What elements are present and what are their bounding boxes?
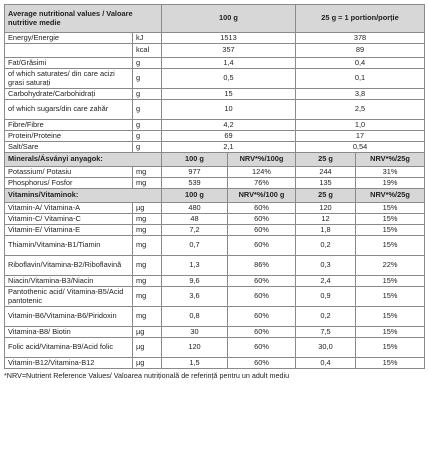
nrv-percent-100g: 124% bbox=[228, 167, 296, 178]
vitamins-per-25g-header: 25 g bbox=[296, 189, 356, 203]
average-values-header-row bbox=[5, 5, 425, 33]
nutrient-name: Phosphorus/ Fosfor bbox=[5, 178, 133, 189]
value-per-100g: 9,6 bbox=[162, 276, 228, 287]
vitamins-row bbox=[5, 276, 425, 287]
nutrient-name: Niacin/Vitamina-B3/Niacin bbox=[5, 276, 133, 287]
value-per-100g: 0,8 bbox=[162, 307, 228, 327]
nrv-percent-25g: 15% bbox=[356, 225, 425, 236]
nrv-percent-100g: 86% bbox=[228, 256, 296, 276]
nrv-percent-100g: 60% bbox=[228, 338, 296, 358]
vitamins-row bbox=[5, 338, 425, 358]
nutrient-unit: mg bbox=[133, 276, 162, 287]
value-per-portion: 17 bbox=[296, 131, 425, 142]
value-per-25g: 0,9 bbox=[296, 287, 356, 307]
nutrient-name: Vitamin-E/ Vitamina-E bbox=[5, 225, 133, 236]
nrv-percent-25g: 15% bbox=[356, 203, 425, 214]
nutrient-name: of which sugars/din care zahăr bbox=[5, 100, 133, 120]
nutrient-name: Protein/Proteine bbox=[5, 131, 133, 142]
nutrient-name bbox=[5, 44, 133, 58]
nutrient-unit: mg bbox=[133, 256, 162, 276]
minerals-header-row bbox=[5, 153, 425, 167]
value-per-100g: 0,5 bbox=[162, 69, 296, 89]
value-per-portion: 0,1 bbox=[296, 69, 425, 89]
nutrient-name: Vitamin-C/ Vitamina-C bbox=[5, 214, 133, 225]
nutrient-unit: g bbox=[133, 58, 162, 69]
nutrient-unit: mg bbox=[133, 307, 162, 327]
nutrient-name: Vitamin-A/ Vitamina-A bbox=[5, 203, 133, 214]
nrv-percent-25g: 15% bbox=[356, 307, 425, 327]
nutrition-table bbox=[4, 4, 425, 369]
nutrient-unit: g bbox=[133, 120, 162, 131]
value-per-25g: 0,2 bbox=[296, 236, 356, 256]
nutrient-unit: mg bbox=[133, 214, 162, 225]
nutrient-row bbox=[5, 100, 425, 120]
nutrient-unit: mg bbox=[133, 167, 162, 178]
nutrient-name: Vitamina-B8/ Biotin bbox=[5, 327, 133, 338]
value-per-100g: 357 bbox=[162, 44, 296, 58]
value-per-100g: 4,2 bbox=[162, 120, 296, 131]
value-per-100g: 3,6 bbox=[162, 287, 228, 307]
vitamins-nrv-100g-header: NRV*%/100 g bbox=[228, 189, 296, 203]
nrv-percent-25g: 15% bbox=[356, 358, 425, 369]
nrv-percent-100g: 60% bbox=[228, 327, 296, 338]
value-per-100g: 15 bbox=[162, 89, 296, 100]
nrv-percent-100g: 60% bbox=[228, 276, 296, 287]
vitamins-nrv-25g-header: NRV*%/25g bbox=[356, 189, 425, 203]
average-values-header-label: Average nutritional values / Valoare nutritive medie bbox=[5, 5, 162, 33]
vitamins-row bbox=[5, 287, 425, 307]
nrv-percent-100g: 60% bbox=[228, 203, 296, 214]
nutrient-name: Carbohydrate/Carbohidrați bbox=[5, 89, 133, 100]
nrv-percent-100g: 60% bbox=[228, 307, 296, 327]
vitamins-row bbox=[5, 256, 425, 276]
vitamins-row bbox=[5, 358, 425, 369]
vitamins-header-row bbox=[5, 189, 425, 203]
nrv-percent-25g: 15% bbox=[356, 338, 425, 358]
nutrient-unit: mg bbox=[133, 236, 162, 256]
nutrient-unit: µg bbox=[133, 327, 162, 338]
nutrient-name: Fat/Grăsimi bbox=[5, 58, 133, 69]
nutrient-name: Thiamin/Vitamina-B1/Tiamin bbox=[5, 236, 133, 256]
nutrient-unit: kJ bbox=[133, 33, 162, 44]
minerals-per-100g-header: 100 g bbox=[162, 153, 228, 167]
value-per-25g: 2,4 bbox=[296, 276, 356, 287]
nutrient-unit: µg bbox=[133, 358, 162, 369]
nrv-percent-100g: 60% bbox=[228, 214, 296, 225]
value-per-100g: 539 bbox=[162, 178, 228, 189]
nutrient-name: Energy/Energie bbox=[5, 33, 133, 44]
value-per-portion: 1,0 bbox=[296, 120, 425, 131]
nutrient-row bbox=[5, 89, 425, 100]
value-per-25g: 30,0 bbox=[296, 338, 356, 358]
vitamins-row bbox=[5, 214, 425, 225]
nutrient-name: Pantothenic acid/ Vitamina-B5/Acid pantotenic bbox=[5, 287, 133, 307]
value-per-25g: 0,2 bbox=[296, 307, 356, 327]
nutrient-name: Fibre/Fibre bbox=[5, 120, 133, 131]
nrv-percent-100g: 60% bbox=[228, 225, 296, 236]
nutrient-name: Vitamin-B6/Vitamina-B6/Piridoxin bbox=[5, 307, 133, 327]
minerals-row bbox=[5, 167, 425, 178]
value-per-100g: 1,5 bbox=[162, 358, 228, 369]
nrv-percent-25g: 15% bbox=[356, 276, 425, 287]
value-per-100g: 480 bbox=[162, 203, 228, 214]
nutrient-row bbox=[5, 120, 425, 131]
nutrient-unit: g bbox=[133, 69, 162, 89]
nutrient-name: of which saturates/ din care acizi grasi saturați bbox=[5, 69, 133, 89]
minerals-per-25g-header: 25 g bbox=[296, 153, 356, 167]
value-per-100g: 977 bbox=[162, 167, 228, 178]
nutrient-unit: µg bbox=[133, 203, 162, 214]
value-per-100g: 1513 bbox=[162, 33, 296, 44]
value-per-25g: 135 bbox=[296, 178, 356, 189]
value-per-portion: 0,54 bbox=[296, 142, 425, 153]
nrv-percent-25g: 15% bbox=[356, 327, 425, 338]
value-per-100g: 0,7 bbox=[162, 236, 228, 256]
value-per-25g: 0,3 bbox=[296, 256, 356, 276]
nutrient-unit: µg bbox=[133, 338, 162, 358]
nutrient-name: Vitamin-B12/Vitamina-B12 bbox=[5, 358, 133, 369]
nrv-percent-25g: 19% bbox=[356, 178, 425, 189]
nutrient-unit: g bbox=[133, 100, 162, 120]
nutrient-name: Riboflavin/Vitamina-B2/Riboflavină bbox=[5, 256, 133, 276]
vitamins-per-100g-header: 100 g bbox=[162, 189, 228, 203]
nrv-percent-25g: 22% bbox=[356, 256, 425, 276]
nutrient-unit: mg bbox=[133, 225, 162, 236]
nrv-percent-100g: 60% bbox=[228, 287, 296, 307]
nutrient-row bbox=[5, 33, 425, 44]
value-per-25g: 0,4 bbox=[296, 358, 356, 369]
nutrient-name: Salt/Sare bbox=[5, 142, 133, 153]
vitamins-row bbox=[5, 203, 425, 214]
nrv-percent-25g: 15% bbox=[356, 236, 425, 256]
nutrient-row bbox=[5, 44, 425, 58]
nutrient-row bbox=[5, 142, 425, 153]
per-100g-header: 100 g bbox=[162, 5, 296, 33]
vitamins-row bbox=[5, 236, 425, 256]
nutrient-unit: g bbox=[133, 131, 162, 142]
value-per-25g: 12 bbox=[296, 214, 356, 225]
nutrient-name: Potassium/ Potasiu bbox=[5, 167, 133, 178]
value-per-100g: 10 bbox=[162, 100, 296, 120]
value-per-25g: 7,5 bbox=[296, 327, 356, 338]
value-per-100g: 7,2 bbox=[162, 225, 228, 236]
value-per-100g: 120 bbox=[162, 338, 228, 358]
nrv-percent-100g: 76% bbox=[228, 178, 296, 189]
minerals-row bbox=[5, 178, 425, 189]
value-per-portion: 378 bbox=[296, 33, 425, 44]
nutrient-unit: kcal bbox=[133, 44, 162, 58]
vitamins-row bbox=[5, 225, 425, 236]
nutrient-row bbox=[5, 69, 425, 89]
value-per-portion: 89 bbox=[296, 44, 425, 58]
value-per-25g: 120 bbox=[296, 203, 356, 214]
value-per-100g: 30 bbox=[162, 327, 228, 338]
value-per-100g: 1,4 bbox=[162, 58, 296, 69]
nutrient-unit: g bbox=[133, 89, 162, 100]
nutrient-unit: mg bbox=[133, 287, 162, 307]
footnote: *NRV=Nutrient Reference Values/ Valoarea nutrițională de referință pentru un adult mediu bbox=[4, 371, 290, 380]
nutrient-name: Folic acid/Vitamina-B9/Acid folic bbox=[5, 338, 133, 358]
value-per-portion: 0,4 bbox=[296, 58, 425, 69]
value-per-portion: 2,5 bbox=[296, 100, 425, 120]
nutrient-row bbox=[5, 131, 425, 142]
nrv-percent-25g: 15% bbox=[356, 214, 425, 225]
nrv-percent-100g: 60% bbox=[228, 236, 296, 256]
minerals-section-title: Minerals/Ásványi anyagok: bbox=[5, 153, 162, 167]
nrv-percent-25g: 15% bbox=[356, 287, 425, 307]
value-per-100g: 48 bbox=[162, 214, 228, 225]
per-portion-header: 25 g = 1 portion/porție bbox=[296, 5, 425, 33]
nrv-percent-100g: 60% bbox=[228, 358, 296, 369]
value-per-100g: 1,3 bbox=[162, 256, 228, 276]
vitamins-row bbox=[5, 307, 425, 327]
nutrient-unit: mg bbox=[133, 178, 162, 189]
nutrition-facts-document bbox=[4, 4, 424, 380]
minerals-nrv-25g-header: NRV*%/25g bbox=[356, 153, 425, 167]
nutrient-unit: g bbox=[133, 142, 162, 153]
vitamins-section-title: Vitamins/Vitaminok: bbox=[5, 189, 162, 203]
value-per-25g: 244 bbox=[296, 167, 356, 178]
minerals-nrv-100g-header: NRV*%/100g bbox=[228, 153, 296, 167]
nutrient-row bbox=[5, 58, 425, 69]
vitamins-row bbox=[5, 327, 425, 338]
nrv-percent-25g: 31% bbox=[356, 167, 425, 178]
value-per-25g: 1,8 bbox=[296, 225, 356, 236]
value-per-100g: 69 bbox=[162, 131, 296, 142]
value-per-100g: 2,1 bbox=[162, 142, 296, 153]
value-per-portion: 3,8 bbox=[296, 89, 425, 100]
